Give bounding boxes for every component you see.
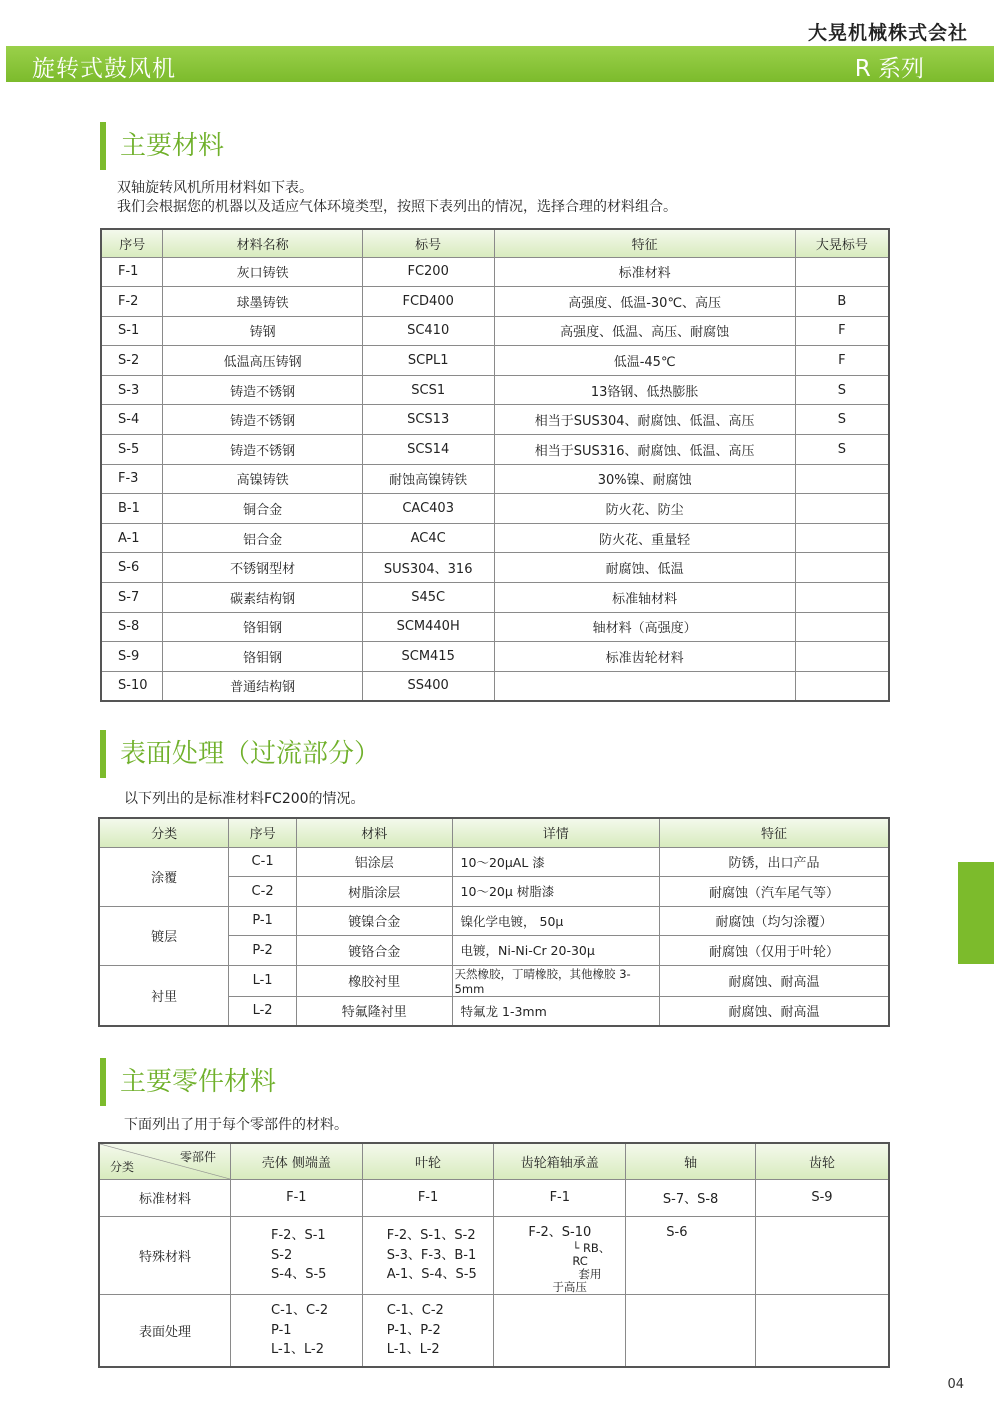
table-row bbox=[101, 375, 889, 405]
cell-line: C-1、C-2 bbox=[271, 1303, 329, 1318]
table-cell: 电镀，Ni-Ni-Cr 20-30μ bbox=[452, 936, 660, 966]
table-cell: SCS14 bbox=[362, 435, 494, 465]
table-cell: 铸造不锈钢 bbox=[163, 405, 362, 435]
table-cell: FCD400 bbox=[362, 287, 494, 317]
table-cell bbox=[231, 1295, 363, 1367]
table-cell: 镀镍合金 bbox=[296, 906, 452, 936]
table-cell: 低温高压铸钢 bbox=[163, 346, 362, 376]
table-cell: 低温-45℃ bbox=[494, 346, 795, 376]
cell-line: S-4、S-5 bbox=[271, 1267, 327, 1282]
table-cell: 特氟隆衬里 bbox=[296, 996, 452, 1026]
table-cell: 相当于SUS304、耐腐蚀、低温、高压 bbox=[494, 405, 795, 435]
category-cell: 涂覆 bbox=[99, 847, 229, 906]
column-header: 序号 bbox=[229, 818, 297, 847]
table-row bbox=[99, 965, 889, 996]
table-cell: 不锈钢型材 bbox=[163, 553, 362, 583]
table-cell: 镀铬合金 bbox=[296, 936, 452, 966]
table-cell: FC200 bbox=[362, 257, 494, 287]
table-cell bbox=[795, 583, 889, 613]
cell-line: P-1 bbox=[271, 1322, 292, 1338]
section-title-main-materials: 主要材料 bbox=[100, 122, 224, 170]
table-cell: S-2 bbox=[101, 346, 163, 376]
cell-line: F-2、S-1、S-2 bbox=[386, 1228, 476, 1243]
table-cell: F-1 bbox=[362, 1179, 494, 1216]
table-cell: F-2 bbox=[101, 287, 163, 317]
table-cell: B-1 bbox=[101, 494, 163, 524]
corner-header bbox=[99, 1143, 231, 1179]
table-cell: 铸钢 bbox=[163, 316, 362, 346]
table-cell: S-4 bbox=[101, 405, 163, 435]
table-cell bbox=[795, 494, 889, 524]
table-cell: 防火花、防尘 bbox=[494, 494, 795, 524]
table-cell: F-1 bbox=[231, 1179, 363, 1216]
table-cell: S-7、S-8 bbox=[626, 1179, 756, 1216]
company-name: 大晃机械株式会社 bbox=[807, 22, 968, 44]
table-cell: 标准轴材料 bbox=[494, 583, 795, 613]
section2-description: 以下列出的是标准材料FC200的情况。 bbox=[124, 791, 365, 807]
table-cell: L-1 bbox=[229, 965, 297, 996]
table-cell bbox=[494, 1216, 626, 1295]
table-cell bbox=[362, 1216, 494, 1295]
table-row bbox=[101, 494, 889, 524]
table-cell: 耐腐蚀（仅用于叶轮） bbox=[660, 936, 889, 966]
page-number: 04 bbox=[947, 1377, 964, 1392]
column-header: 叶轮 bbox=[362, 1143, 494, 1179]
table-cell bbox=[362, 1295, 494, 1367]
table-cell: S45C bbox=[362, 583, 494, 613]
column-header: 特征 bbox=[494, 229, 795, 257]
table-cell: SUS304、316 bbox=[362, 553, 494, 583]
table-cell: 灰口铸铁 bbox=[163, 257, 362, 287]
table-cell: S-7 bbox=[101, 583, 163, 613]
header-banner bbox=[6, 46, 994, 82]
table-cell: 轴材料（高强度） bbox=[494, 612, 795, 642]
column-header: 特征 bbox=[660, 818, 889, 847]
table-cell bbox=[795, 257, 889, 287]
table-cell: S-10 bbox=[101, 671, 163, 701]
table-cell: S bbox=[795, 435, 889, 465]
table-cell bbox=[755, 1295, 889, 1367]
table-cell bbox=[494, 1295, 626, 1367]
table-cell: F-3 bbox=[101, 464, 163, 494]
section1-description bbox=[117, 179, 677, 217]
table-row bbox=[101, 287, 889, 317]
table-cell bbox=[795, 553, 889, 583]
cell-line: P-1、P-2 bbox=[386, 1322, 441, 1338]
section-title-parts-materials: 主要零件材料 bbox=[100, 1058, 276, 1106]
table-row bbox=[101, 464, 889, 494]
table-cell: 橡胶衬里 bbox=[296, 965, 452, 996]
table-cell: F bbox=[795, 346, 889, 376]
cell-line: F-2、S-10 bbox=[528, 1224, 592, 1240]
table-cell: 耐腐蚀（均匀涂覆） bbox=[660, 906, 889, 936]
table-cell: S-1 bbox=[101, 316, 163, 346]
table-cell bbox=[795, 642, 889, 672]
cell-line: F-2、S-1 bbox=[271, 1228, 326, 1243]
table-cell: SCM415 bbox=[362, 642, 494, 672]
table-cell: CAC403 bbox=[362, 494, 494, 524]
table-cell: C-1 bbox=[229, 847, 297, 877]
table-header-row bbox=[101, 229, 889, 257]
table-cell: 普通结构钢 bbox=[163, 671, 362, 701]
table-cell: 防火花、重量轻 bbox=[494, 523, 795, 553]
table-cell: 碳素结构钢 bbox=[163, 583, 362, 613]
row-label: 特殊材料 bbox=[99, 1216, 231, 1295]
table-cell: 高镍铸铁 bbox=[163, 464, 362, 494]
cell-line: L-1、L-2 bbox=[271, 1342, 324, 1357]
table-cell: C-2 bbox=[229, 877, 297, 907]
table-cell: SCM440H bbox=[362, 612, 494, 642]
corner-bottom-label: 分类 bbox=[110, 1159, 135, 1174]
table-cell: 球墨铸铁 bbox=[163, 287, 362, 317]
section1-desc-line1: 双轴旋转风机所用材料如下表。 bbox=[117, 180, 313, 196]
table-cell: F-1 bbox=[494, 1179, 626, 1216]
table-cell: 特氟龙 1-3mm bbox=[452, 996, 660, 1026]
table-cell: SCPL1 bbox=[362, 346, 494, 376]
table-header-row bbox=[99, 818, 889, 847]
column-header: 轴 bbox=[626, 1143, 756, 1179]
row-label: 标准材料 bbox=[99, 1179, 231, 1216]
table-cell: L-2 bbox=[229, 996, 297, 1026]
cell-line: S-6 bbox=[666, 1224, 688, 1240]
table-cell: S-6 bbox=[101, 553, 163, 583]
table-cell: A-1 bbox=[101, 523, 163, 553]
table-cell bbox=[494, 671, 795, 701]
table-cell: S bbox=[795, 405, 889, 435]
category-cell: 镀层 bbox=[99, 906, 229, 965]
side-tab-marker bbox=[958, 862, 994, 964]
table-row bbox=[101, 671, 889, 701]
table-cell bbox=[626, 1216, 756, 1295]
category-cell: 衬里 bbox=[99, 965, 229, 1026]
table-row bbox=[101, 405, 889, 435]
section-title-surface-treatment: 表面处理（过流部分） bbox=[100, 730, 380, 778]
table-cell: 耐腐蚀、耐高温 bbox=[660, 965, 889, 996]
corner-top-label: 零部件 bbox=[180, 1150, 217, 1164]
table-cell: S-5 bbox=[101, 435, 163, 465]
table-cell: 铜合金 bbox=[163, 494, 362, 524]
table-row bbox=[101, 523, 889, 553]
table-cell: SCS13 bbox=[362, 405, 494, 435]
column-header: 详情 bbox=[452, 818, 660, 847]
row-label: 表面处理 bbox=[99, 1295, 231, 1367]
parts-materials-table bbox=[98, 1142, 890, 1368]
cell-line: S-2 bbox=[271, 1247, 293, 1263]
table-cell: 标准齿轮材料 bbox=[494, 642, 795, 672]
table-cell: S-9 bbox=[101, 642, 163, 672]
table-row bbox=[99, 1179, 889, 1216]
table-cell: 10～20μ 树脂漆 bbox=[452, 877, 660, 907]
table-row bbox=[101, 316, 889, 346]
table-cell: S-8 bbox=[101, 612, 163, 642]
column-header: 壳体 侧端盖 bbox=[231, 1143, 363, 1179]
column-header: 齿轮箱轴承盖 bbox=[494, 1143, 626, 1179]
column-header: 序号 bbox=[101, 229, 163, 257]
table-cell bbox=[231, 1216, 363, 1295]
table-cell: 13铬钢、低热膨胀 bbox=[494, 375, 795, 405]
section3-description: 下面列出了用于每个零部件的材料。 bbox=[124, 1117, 348, 1133]
table-row bbox=[101, 642, 889, 672]
table-row bbox=[101, 435, 889, 465]
table-row bbox=[99, 1216, 889, 1295]
table-cell: 铸造不锈钢 bbox=[163, 375, 362, 405]
table-cell: 30%镍、耐腐蚀 bbox=[494, 464, 795, 494]
table-cell: 耐腐蚀、耐高温 bbox=[660, 996, 889, 1026]
section1-desc-line2: 我们会根据您的机器以及适应气体环境类型，按照下表列出的情况，选择合理的材料组合。 bbox=[117, 199, 677, 215]
table-cell: S bbox=[795, 375, 889, 405]
column-header: 大晃标号 bbox=[795, 229, 889, 257]
table-cell: 10～20μAL 漆 bbox=[452, 847, 660, 877]
table-cell: 高强度、低温、高压、耐腐蚀 bbox=[494, 316, 795, 346]
table-cell: 耐蚀高镍铸铁 bbox=[362, 464, 494, 494]
table-row bbox=[99, 906, 889, 936]
materials-table bbox=[100, 228, 890, 702]
table-cell: 天然橡胶，丁晴橡胶，其他橡胶 3-5mm bbox=[452, 965, 660, 996]
table-cell: 防锈，出口产品 bbox=[660, 847, 889, 877]
document-title: 旋转式鼓风机 bbox=[32, 56, 176, 82]
table-row bbox=[101, 346, 889, 376]
table-header-row bbox=[99, 1143, 889, 1179]
table-cell: 铬钼钢 bbox=[163, 612, 362, 642]
table-cell: SCS1 bbox=[362, 375, 494, 405]
table-cell: S-9 bbox=[755, 1179, 889, 1216]
table-cell bbox=[795, 612, 889, 642]
table-cell: 铝涂层 bbox=[296, 847, 452, 877]
gearbox-note: 套用 bbox=[578, 1267, 602, 1281]
table-cell bbox=[755, 1216, 889, 1295]
table-cell bbox=[795, 523, 889, 553]
surface-treatment-table bbox=[98, 817, 890, 1027]
table-cell bbox=[795, 671, 889, 701]
table-cell: 耐腐蚀（汽车尾气等） bbox=[660, 877, 889, 907]
table-cell: SC410 bbox=[362, 316, 494, 346]
cell-line: C-1、C-2 bbox=[386, 1303, 444, 1318]
cell-line: S-3、F-3、B-1 bbox=[386, 1247, 477, 1263]
table-cell: 铸造不锈钢 bbox=[163, 435, 362, 465]
gearbox-note: └ RB、RC bbox=[572, 1241, 611, 1268]
table-cell: F-1 bbox=[101, 257, 163, 287]
table-cell: SS400 bbox=[362, 671, 494, 701]
column-header: 材料名称 bbox=[163, 229, 362, 257]
table-cell: 标准材料 bbox=[494, 257, 795, 287]
table-cell: P-2 bbox=[229, 936, 297, 966]
series-label: R 系列 bbox=[854, 56, 924, 82]
column-header: 材料 bbox=[296, 818, 452, 847]
table-cell: 高强度、低温-30℃、高压 bbox=[494, 287, 795, 317]
table-cell: 镍化学电镀， 50μ bbox=[452, 906, 660, 936]
table-row bbox=[99, 847, 889, 877]
cell-line: A-1、S-4、S-5 bbox=[386, 1267, 477, 1282]
table-cell: B bbox=[795, 287, 889, 317]
table-row bbox=[101, 612, 889, 642]
table-cell: 树脂涂层 bbox=[296, 877, 452, 907]
gearbox-note: 于高压 bbox=[552, 1280, 587, 1294]
table-cell bbox=[626, 1295, 756, 1367]
table-row bbox=[101, 257, 889, 287]
table-cell: 铬钼钢 bbox=[163, 642, 362, 672]
table-cell: AC4C bbox=[362, 523, 494, 553]
cell-line: L-1、L-2 bbox=[386, 1342, 440, 1357]
column-header: 分类 bbox=[99, 818, 229, 847]
table-cell: S-3 bbox=[101, 375, 163, 405]
table-cell: P-1 bbox=[229, 906, 297, 936]
table-cell: 相当于SUS316、耐腐蚀、低温、高压 bbox=[494, 435, 795, 465]
table-cell bbox=[795, 464, 889, 494]
table-cell: 耐腐蚀、低温 bbox=[494, 553, 795, 583]
column-header: 标号 bbox=[362, 229, 494, 257]
table-row bbox=[101, 553, 889, 583]
table-row bbox=[101, 583, 889, 613]
table-cell: 铝合金 bbox=[163, 523, 362, 553]
table-row bbox=[99, 1295, 889, 1367]
table-cell: F bbox=[795, 316, 889, 346]
column-header: 齿轮 bbox=[755, 1143, 889, 1179]
